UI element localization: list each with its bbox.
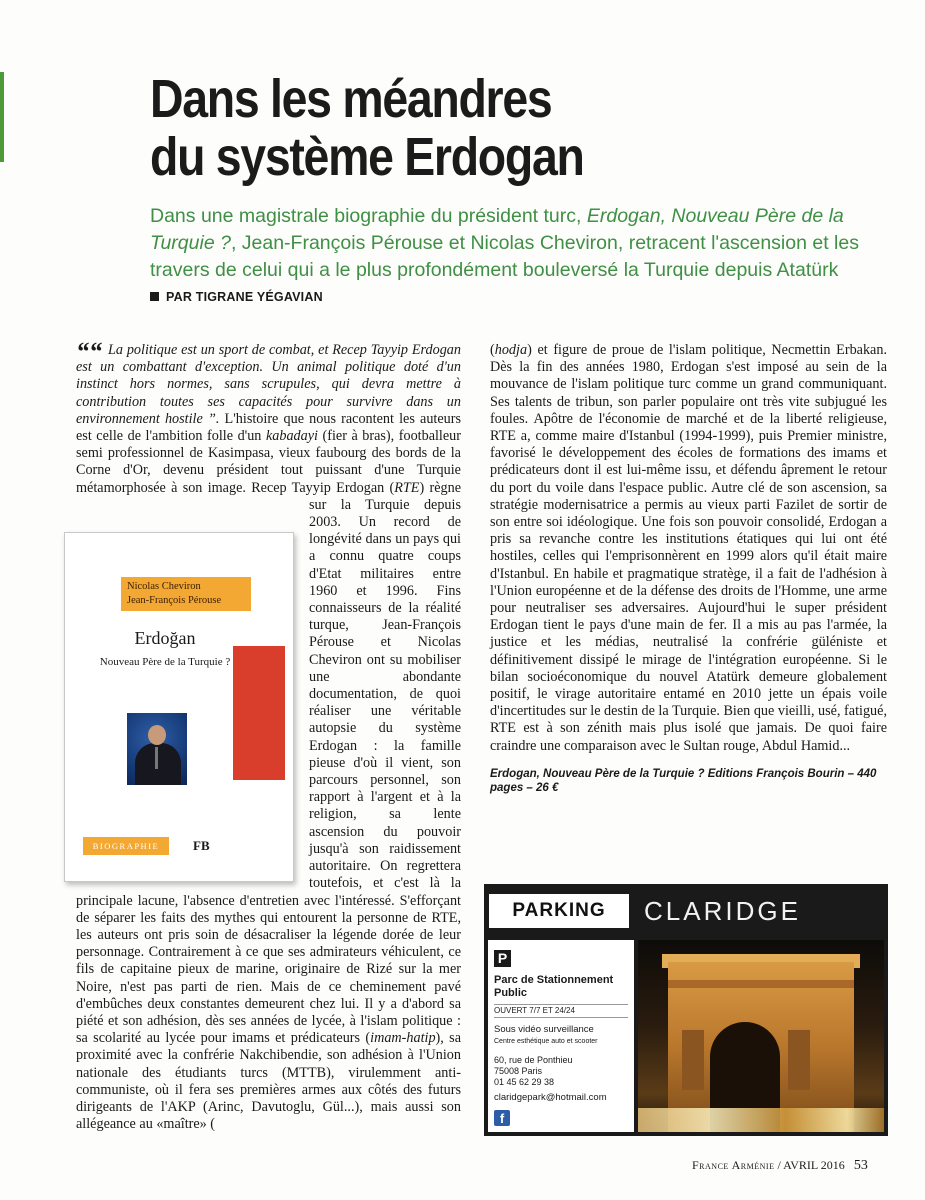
facebook-icon[interactable]: f [494, 1110, 510, 1126]
square-bullet-icon [150, 292, 159, 301]
ad-info-panel [488, 940, 634, 1132]
term-rte: RTE [394, 479, 420, 496]
ad-word-parking: PARKING [489, 894, 629, 928]
book-title: Erdoğan [134, 628, 196, 648]
ad-address [494, 1055, 573, 1088]
standfirst-part-1: Dans une magistrale biographie du président turc, [150, 205, 587, 227]
ad-phone: 01 45 62 29 38 [494, 1077, 555, 1087]
book-reference: Erdogan, Nouveau Père de la Turquie ? Editions François Bourin – 440 pages – 26 € [490, 767, 877, 794]
arch-frieze [668, 980, 854, 988]
opening-quote-icon: ““ [76, 337, 102, 366]
book-author-2: Jean-François Pérouse [127, 595, 222, 606]
standfirst-book-title: Erdogan, Nouveau Père de la Turquie ? [150, 205, 844, 254]
magazine-name: France Arménie [692, 1158, 775, 1172]
page-number: 53 [853, 1158, 868, 1173]
book-authors [121, 577, 251, 611]
arch-relief-left [682, 1030, 704, 1090]
parking-advertisement [484, 884, 888, 1136]
term-imam-hatip: imam-hatip [370, 1030, 436, 1047]
publisher-logo: FB [193, 838, 210, 853]
standfirst [150, 203, 890, 284]
ad-hours: OUVERT 7/7 ET 24/24 [494, 1004, 628, 1018]
title-line-2: du système Erdogan [150, 127, 584, 187]
ad-address-street: 60, rue de Ponthieu [494, 1055, 573, 1065]
microphone-icon [155, 747, 158, 769]
arc-de-triomphe-photo [638, 940, 884, 1132]
standfirst-part-2: , Jean-François Pérouse et Nicolas Cheviron, retracent l'ascension et les travers de celui qui a le plus profondément bouleversé la Turquie depuis Atatürk [150, 232, 859, 281]
ad-name: Parc de Stationnement Public [494, 974, 614, 999]
term-hodja: hodja [494, 342, 528, 358]
ad-word-claridge: CLARIDGE [644, 896, 801, 926]
book-cover [64, 532, 294, 882]
portrait-head [148, 725, 166, 745]
ad-video-surveillance: Sous vidéo surveillance [494, 1024, 594, 1035]
term-kabadayi: kabadayi [265, 428, 318, 445]
edge-color-tab [0, 72, 4, 162]
text-run: ), sa proximité avec la confrérie Nakchibendie, son adhésion à l'Union nationale des étudiants turcs (MTTB), virulemment anti-communiste, où il fera ses premières armes aux côtés des futurs dirigeants de l'AKP (Arinc, Davutoglu, Gül...), mais aussi son allégeance au «maître» ( [76, 1030, 461, 1133]
byline-text: PAR TIGRANE YÉGAVIAN [166, 290, 323, 304]
paragraph-2: (hodja) et figure de proue de l'islam politique, Necmettin Erbakan. Dès la fin des années 1980, Erdogan s'est imposé au sein de la mouvance de l'islam politique turc comme un grand communiquant. Ses talents de tribun, son parler populaire ont très vite subjugué les foules. Apôtre de l'économie de marché et de la liberté religieuse, RTE a, comme maire d'Istanbul (1994-1999), puis Premier ministre, favorisé le développement des écoles de formations des imams et prédicateurs dont il est lui-même issu, et défendu âprement le retour du port du voile dans l'espace public. Autre clé de son ascension, sa stratégie modernisatrice a permis au vieux parti Fazilet de sortir de son entre soi idéologique. Une fois son pouvoir consolidé, Erdogan a pris sa revanche contre les institutions étatiques qui lui ont été hostiles, celles qui l'emprisonnèrent en 1999 alors qu'il était maire d'Istanbul. En habile et pragmatique stratège, il a fait de l'adhésion à l'Union européenne et de la défense des droits de l'Homme, une arme pour neutraliser ses adversaires. Aujourd'hui le super président Erdogan tient le pays d'une main de fer. Il a mis au pas l'armée, la justice et les médias, neutralisé la confrérie güléniste et définitivement dissipé le mirage de l'intégration européenne. Si le bilan socioéconomique du nouvel Atatürk demeure globalement positif, le virage autoritaire entamé en 2010 jette un épais voile d'incertitudes sur le destin de la Turquie. Bien que vieilli, usé, fatigué, RTE est à son zénith mais plus isolé que jamais. De quoi faire craindre une comparaison avec le Sultan rouge, Abdul Hamid... [490, 342, 887, 754]
arch-relief-right [788, 1030, 810, 1090]
page-footer [692, 1158, 868, 1174]
text-run: (fier à bras), footballeur semi professionnel de Kasimpasa, vieux faubourg des bords de la Corne d'Or, devenu président tout puissant d'une Turquie métamorphosée à son image. Recep Tayyip Erdogan ( [76, 428, 461, 496]
portrait-torso [135, 743, 181, 785]
lead-quote: La politique est un sport de combat, et Recep Tayyip Erdogan est un combattant d'exception. Un animal politique doté d'un instinct hors normes, sans scrupules, qui devra mettre à contribution toutes ses capacités pour survivre dans un environnement hostile ”. [76, 342, 461, 427]
book-portrait-photo [127, 713, 187, 785]
parking-sign-icon: P [494, 950, 511, 967]
ad-email[interactable]: claridgepark@hotmail.com [494, 1092, 607, 1103]
ad-centre: Centre esthétique auto et scooter [494, 1038, 598, 1045]
article-title [150, 70, 584, 186]
book-subtitle: Nouveau Père de la Turquie ? [99, 656, 231, 668]
traffic-light-trails [638, 1108, 884, 1132]
column-2 [490, 342, 887, 795]
book-author-1: Nicolas Cheviron [127, 581, 201, 592]
issue-date: / AVRIL 2016 [777, 1158, 845, 1172]
text-run: ) règne sur la Turquie depuis 2003. Un record de longévité dans un pays qui a connu quatre coups d'Etat militaires entre 1960 et 1996. Fins connaisseurs de la réalité turque, Jean-François Pérouse et Nicolas Cheviron ont su mobiliser une abondante documentation, de quoi réaliser une véritable autopsie du système Erdogan : la famille pieuse d'où il vient, son parcours personnel, son rapport à l'argent et à la religion, sa lente ascension du pouvoir jusqu'à son raidissement autoritaire. On regrettera toutefois, et c'est là la principale lacune, l'absence d'entretien avec l'intéressé. S'efforçant de séparer les faits des mythes qui entourent la personne de RTE, les auteurs ont pris soin de désacraliser la légende dorée de leur personnage. Contrairement à ce que ses admirateurs véhiculent, ce fils de capitaine pieux de marine, originaire de Rizé sur la mer Noire, n'est pas parti de rien. Mais de ce cheminement pavé d'embûches deux constantes demeurent chez lui. Il y a d'abord sa piété et son adhésion, dès ses années de lycée, à l'islam politique : sa scolarité au lycée pour imams et prédicateurs ( [76, 479, 462, 1047]
text-run: L'histoire que nous racontent les auteurs est celle de l'ambition folle d'un [76, 410, 461, 445]
ad-header [484, 884, 888, 940]
ad-address-city: 75008 Paris [494, 1066, 543, 1076]
text-run: ) et figure de proue de l'islam politique, Necmettin Erbakan. Dès la fin des années 1980, Erdogan s'est imposé au sein de la mouvance de l'islam politique turc comme un grand communiquant. Ses talents de tribun, son parler populaire ont très vite subjugué les foules. Apôtre de l'économie de marché et de la liberté religieuse, RTE a, comme maire d'Istanbul (1994-1999), puis Premier ministre, favorisé le développement des écoles de formations des imams et prédicateurs dont il est lui-même issu, et défendu âprement le retour du port du voile dans l'espace public. Autre clé de son ascension, sa stratégie modernisatrice a permis au vieux parti Fazilet de sortir de son entre soi idéologique. Une fois son pouvoir consolidé, Erdogan a pris sa revanche contre les institutions étatiques qui lui ont été hostiles, celles qui l'emprisonnèrent en 1999 alors qu'il était maire d'Istanbul. En habile et pragmatique stratège, il a fait de l'adhésion à l'Union européenne et de la défense des droits de l'Homme, une arme pour neutraliser ses adversaires. Aujourd'hui le super président Erdogan tient le pays d'une main de fer. Il a mis au pas l'armée, la justice et les médias, neutralisé la confrérie güléniste et définitivement dissipé le mirage de l'intégration européenne. Si le bilan socioéconomique du nouvel Atatürk demeure globalement positif, le virage autoritaire entamé en 2010 jette un épais voile d'incertitudes sur le destin de la Turquie. Bien que vieilli, usé, fatigué, RTE est à son zénith mais plus isolé que jamais. De quoi faire craindre une comparaison avec le Sultan rouge, Abdul Hamid... [490, 342, 887, 754]
title-line-1: Dans les méandres [150, 69, 552, 129]
byline [150, 290, 323, 304]
book-collection-label: BIOGRAPHIE [83, 837, 169, 855]
